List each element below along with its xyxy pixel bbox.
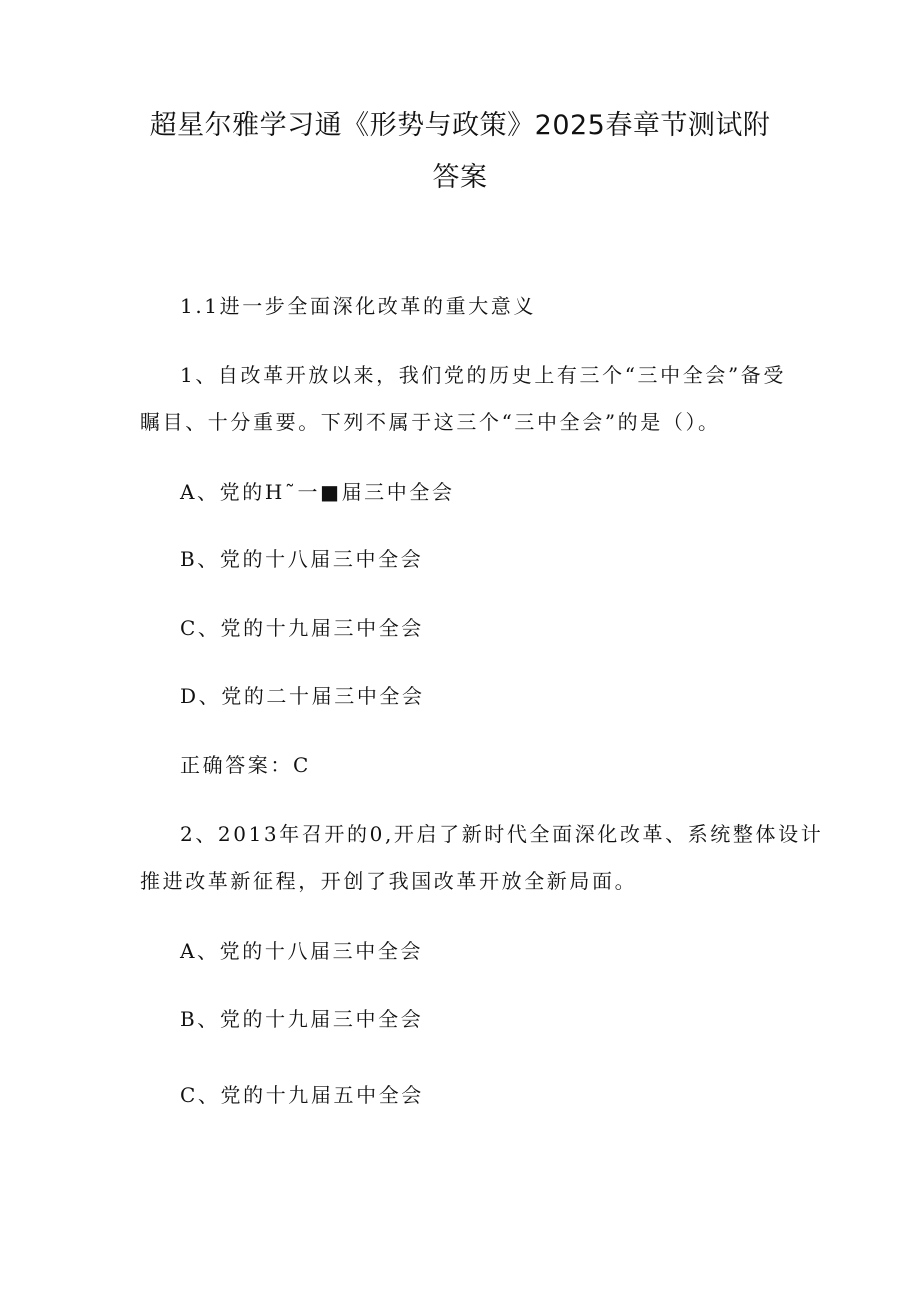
question-1-option-d: D、党的二十届三中全会 [180, 684, 425, 708]
question-2-option-b: B、党的十九届三中全会 [180, 1007, 424, 1031]
question-2-stem-line-2: 推进改革新征程，开创了我国改革开放全新局面。 [140, 869, 638, 893]
question-1-stem-line-2: 瞩目、十分重要。下列不属于这三个“三中全会”的是（）。 [140, 410, 721, 434]
question-2-option-c: C、党的十九届五中全会 [180, 1083, 424, 1107]
question-2-stem-line-1: 2、2013年召开的0,开启了新时代全面深化改革、系统整体设计 [180, 822, 824, 846]
question-1-option-a: A、党的H˜一■届三中全会 [180, 480, 455, 504]
question-1-stem-line-1: 1、自改革开放以来，我们党的历史上有三个“三中全会”备受 [180, 363, 786, 387]
section-heading: 1.1进一步全面深化改革的重大意义 [180, 294, 537, 318]
question-1-option-b: B、党的十八届三中全会 [180, 547, 424, 571]
document-title: 超星尔雅学习通《形势与政策》2025春章节测试附答案 [149, 110, 771, 193]
question-1-option-c: C、党的十九届三中全会 [180, 616, 424, 640]
question-2-option-a: A、党的十八届三中全会 [180, 939, 424, 963]
question-1-answer: 正确答案：C [180, 753, 311, 777]
